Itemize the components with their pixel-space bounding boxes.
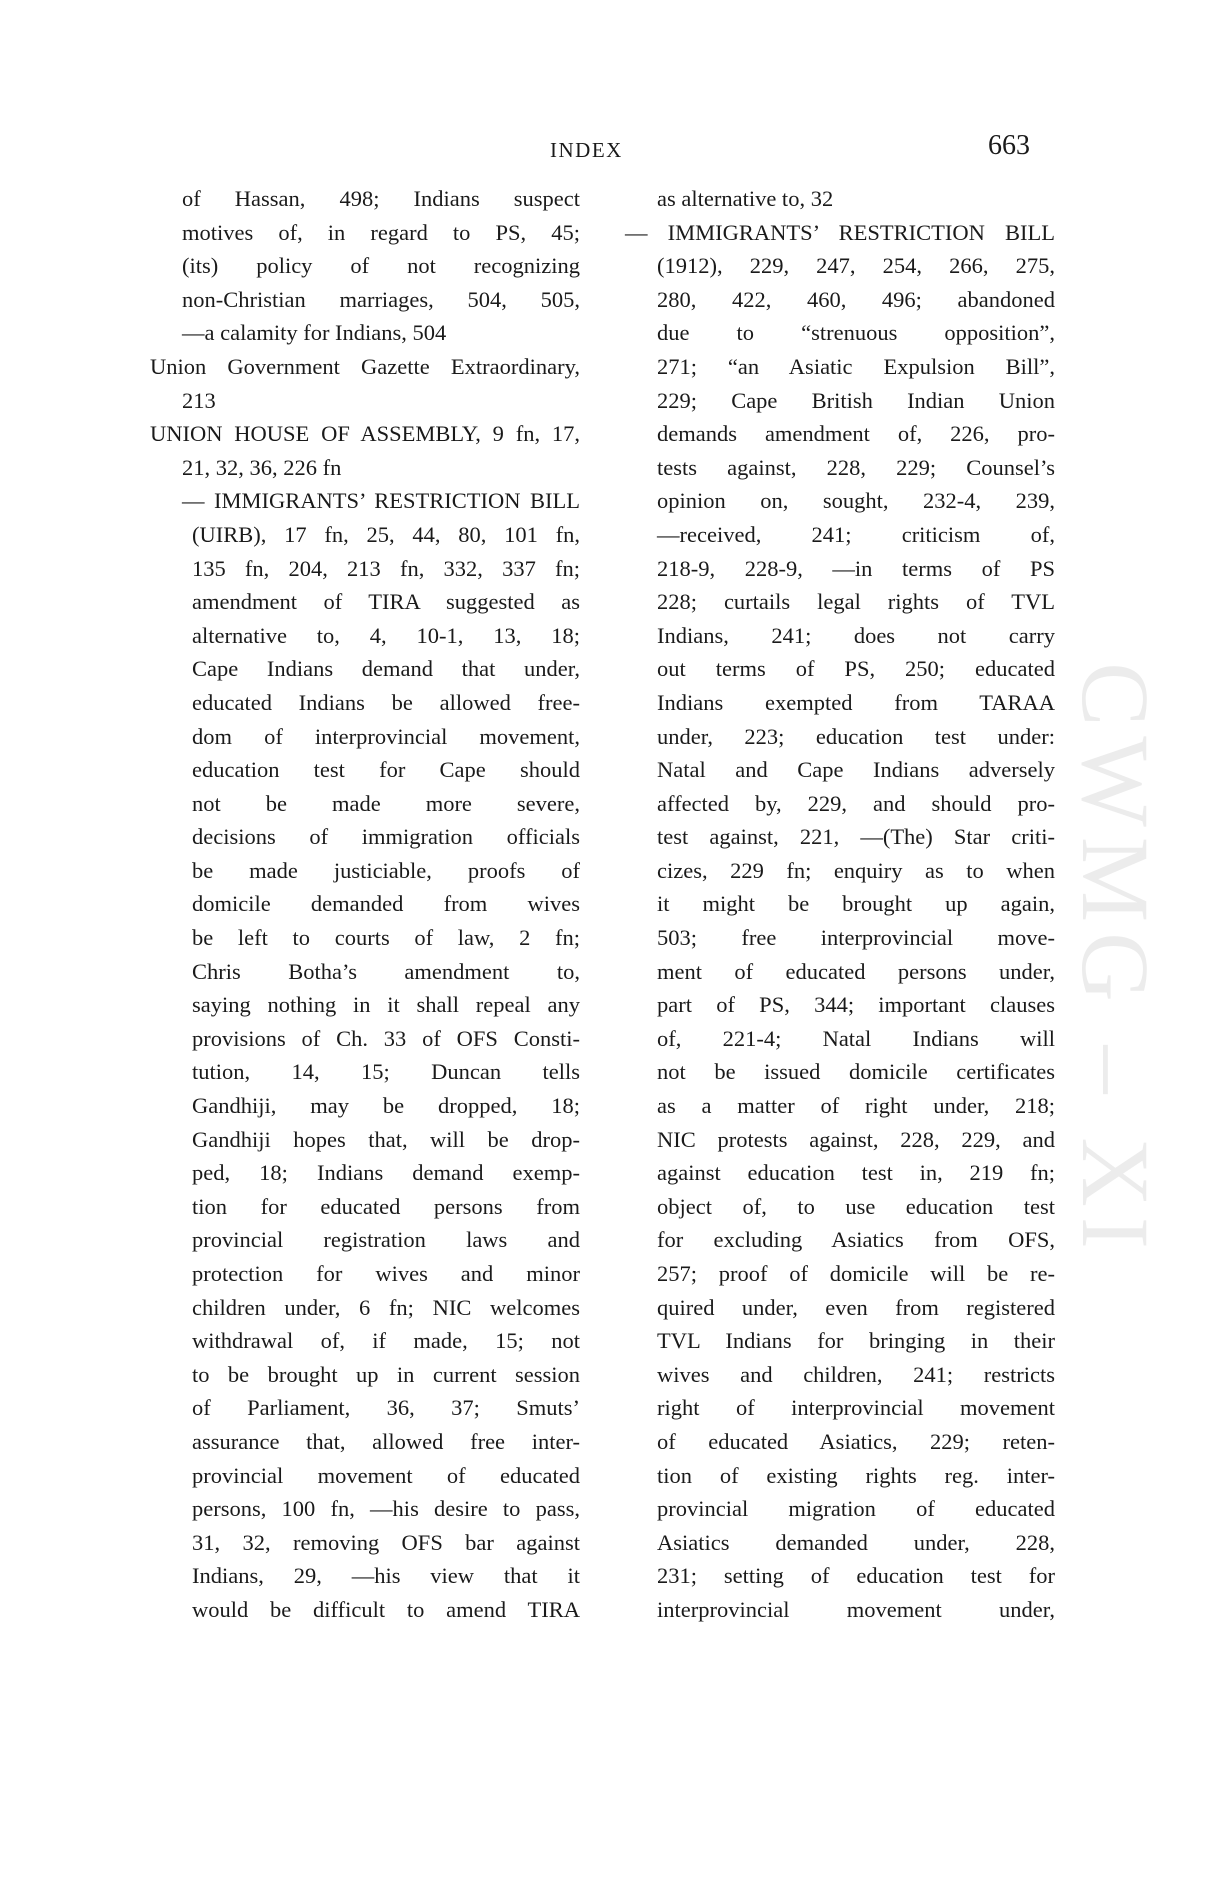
- left-index-line: domicile demanded from wives: [192, 891, 580, 917]
- left-index-line: provisions of Ch. 33 of OFS Consti-: [192, 1025, 580, 1051]
- right-index-line: opinion on, sought, 232-4, 239,: [657, 488, 1055, 514]
- right-index-line: Asiatics demanded under, 228,: [657, 1529, 1055, 1555]
- right-index-line: it might be brought up again,: [657, 891, 1055, 917]
- right-index-line: of educated Asiatics, 229; reten-: [657, 1428, 1055, 1454]
- left-column: [150, 182, 580, 1627]
- left-index-line: (its) policy of not recognizing: [182, 253, 580, 279]
- right-index-line: ment of educated persons under,: [657, 958, 1055, 984]
- right-index-line: right of interprovincial movement: [657, 1395, 1055, 1421]
- right-index-line: TVL Indians for bringing in their: [657, 1328, 1055, 1354]
- left-index-line: — IMMIGRANTS’ RESTRICTION BILL: [182, 488, 580, 514]
- left-index-line: 21, 32, 36, 226 fn: [182, 454, 342, 480]
- right-column: [625, 182, 1055, 1627]
- left-index-line: Indians, 29, —his view that it: [192, 1563, 580, 1589]
- right-index-line: not be issued domicile certificates: [657, 1059, 1055, 1085]
- right-index-line: of, 221-4; Natal Indians will: [657, 1025, 1055, 1051]
- left-index-line: 213: [182, 387, 216, 413]
- left-index-line: be made justiciable, proofs of: [192, 857, 580, 883]
- right-index-line: Indians, 241; does not carry: [657, 622, 1055, 648]
- left-index-line: provincial movement of educated: [192, 1462, 580, 1488]
- right-index-line: NIC protests against, 228, 229, and: [657, 1126, 1055, 1152]
- left-index-line: (UIRB), 17 fn, 25, 44, 80, 101 fn,: [192, 521, 580, 547]
- left-index-line: Chris Botha’s amendment to,: [192, 958, 580, 984]
- right-index-line: 231; setting of education test for: [657, 1563, 1055, 1589]
- left-index-line: Union Government Gazette Extraordinary,: [150, 353, 580, 379]
- right-index-line: wives and children, 241; restricts: [657, 1361, 1055, 1387]
- right-index-line: demands amendment of, 226, pro-: [657, 421, 1055, 447]
- right-index-line: as a matter of right under, 218;: [657, 1093, 1055, 1119]
- right-index-line: as alternative to, 32: [657, 186, 834, 211]
- page-number: 663: [988, 130, 1030, 161]
- left-index-line: alternative to, 4, 10-1, 13, 18;: [192, 622, 580, 648]
- right-index-line: against education test in, 219 fn;: [657, 1160, 1055, 1186]
- right-index-line: object of, to use education test: [657, 1193, 1055, 1219]
- right-index-line: tion of existing rights reg. inter-: [657, 1462, 1055, 1488]
- left-index-line: tution, 14, 15; Duncan tells: [192, 1059, 580, 1085]
- left-index-line: Cape Indians demand that under,: [192, 656, 580, 682]
- right-index-line: interprovincial movement under,: [657, 1596, 1055, 1622]
- left-index-line: of Hassan, 498; Indians suspect: [182, 186, 580, 211]
- left-index-line: saying nothing in it shall repeal any: [192, 992, 580, 1018]
- right-index-line: 271; “an Asiatic Expulsion Bill”,: [657, 353, 1055, 379]
- left-index-line: children under, 6 fn; NIC welcomes: [192, 1294, 580, 1320]
- right-index-line: part of PS, 344; important clauses: [657, 992, 1055, 1018]
- left-index-line: Gandhiji, may be dropped, 18;: [192, 1093, 580, 1119]
- left-index-line: non-Christian marriages, 504, 505,: [182, 286, 580, 312]
- left-index-line: motives of, in regard to PS, 45;: [182, 219, 580, 245]
- left-index-line: tion for educated persons from: [192, 1193, 580, 1219]
- right-index-line: under, 223; education test under:: [657, 723, 1055, 749]
- right-index-line: tests against, 228, 229; Counsel’s: [657, 454, 1055, 480]
- watermark: [1060, 570, 1170, 1350]
- right-index-line: out terms of PS, 250; educated: [657, 656, 1055, 682]
- left-index-line: decisions of immigration officials: [192, 824, 580, 850]
- left-index-line: not be made more severe,: [192, 790, 580, 816]
- right-index-line: for excluding Asiatics from OFS,: [657, 1227, 1055, 1253]
- right-index-line: 229; Cape British Indian Union: [657, 387, 1055, 413]
- left-index-line: assurance that, allowed free inter-: [192, 1428, 580, 1454]
- right-index-line: —received, 241; criticism of,: [657, 521, 1055, 547]
- left-index-line: dom of interprovincial movement,: [192, 723, 580, 749]
- left-index-line: persons, 100 fn, —his desire to pass,: [192, 1496, 580, 1522]
- right-index-line: 280, 422, 460, 496; abandoned: [657, 286, 1055, 312]
- left-index-line: UNION HOUSE OF ASSEMBLY, 9 fn, 17,: [150, 421, 580, 447]
- left-index-line: withdrawal of, if made, 15; not: [192, 1328, 580, 1354]
- left-index-line: educated Indians be allowed free-: [192, 689, 580, 715]
- left-index-line: 31, 32, removing OFS bar against: [192, 1529, 580, 1555]
- left-index-line: 135 fn, 204, 213 fn, 332, 337 fn;: [192, 555, 580, 581]
- left-index-line: ped, 18; Indians demand exemp-: [192, 1160, 580, 1186]
- right-index-line: 257; proof of domicile will be re-: [657, 1261, 1055, 1286]
- right-index-line: (1912), 229, 247, 254, 266, 275,: [657, 253, 1055, 279]
- right-index-line: Indians exempted from TARAA: [657, 689, 1055, 715]
- left-index-line: would be difficult to amend TIRA: [192, 1596, 580, 1622]
- left-index-line: Gandhiji hopes that, will be drop-: [192, 1126, 580, 1152]
- watermark-text: CWMG – XI: [1061, 661, 1169, 1259]
- right-index-line: cizes, 229 fn; enquiry as to when: [657, 857, 1055, 883]
- left-index-line: to be brought up in current session: [192, 1361, 580, 1387]
- left-index-line: be left to courts of law, 2 fn;: [192, 925, 580, 951]
- right-index-line: 218-9, 228-9, —in terms of PS: [657, 555, 1055, 581]
- left-index-line: amendment of TIRA suggested as: [192, 589, 580, 615]
- left-index-line: education test for Cape should: [192, 757, 580, 783]
- right-index-line: provincial migration of educated: [657, 1496, 1055, 1522]
- left-index-line: —a calamity for Indians, 504: [182, 320, 447, 346]
- right-index-line: — IMMIGRANTS’ RESTRICTION BILL: [625, 219, 1055, 245]
- right-index-line: Natal and Cape Indians adversely: [657, 757, 1055, 783]
- right-index-line: 228; curtails legal rights of TVL: [657, 589, 1055, 615]
- left-index-line: provincial registration laws and: [192, 1227, 580, 1253]
- right-index-line: test against, 221, —(The) Star criti-: [657, 824, 1055, 850]
- right-index-line: quired under, even from registered: [657, 1294, 1055, 1320]
- right-index-line: affected by, 229, and should pro-: [657, 790, 1055, 816]
- left-index-line: of Parliament, 36, 37; Smuts’: [192, 1395, 580, 1421]
- running-head: INDEX: [550, 138, 623, 162]
- right-index-line: 503; free interprovincial move-: [657, 925, 1055, 951]
- right-index-line: due to “strenuous opposition”,: [657, 320, 1055, 346]
- left-index-line: protection for wives and minor: [192, 1261, 580, 1286]
